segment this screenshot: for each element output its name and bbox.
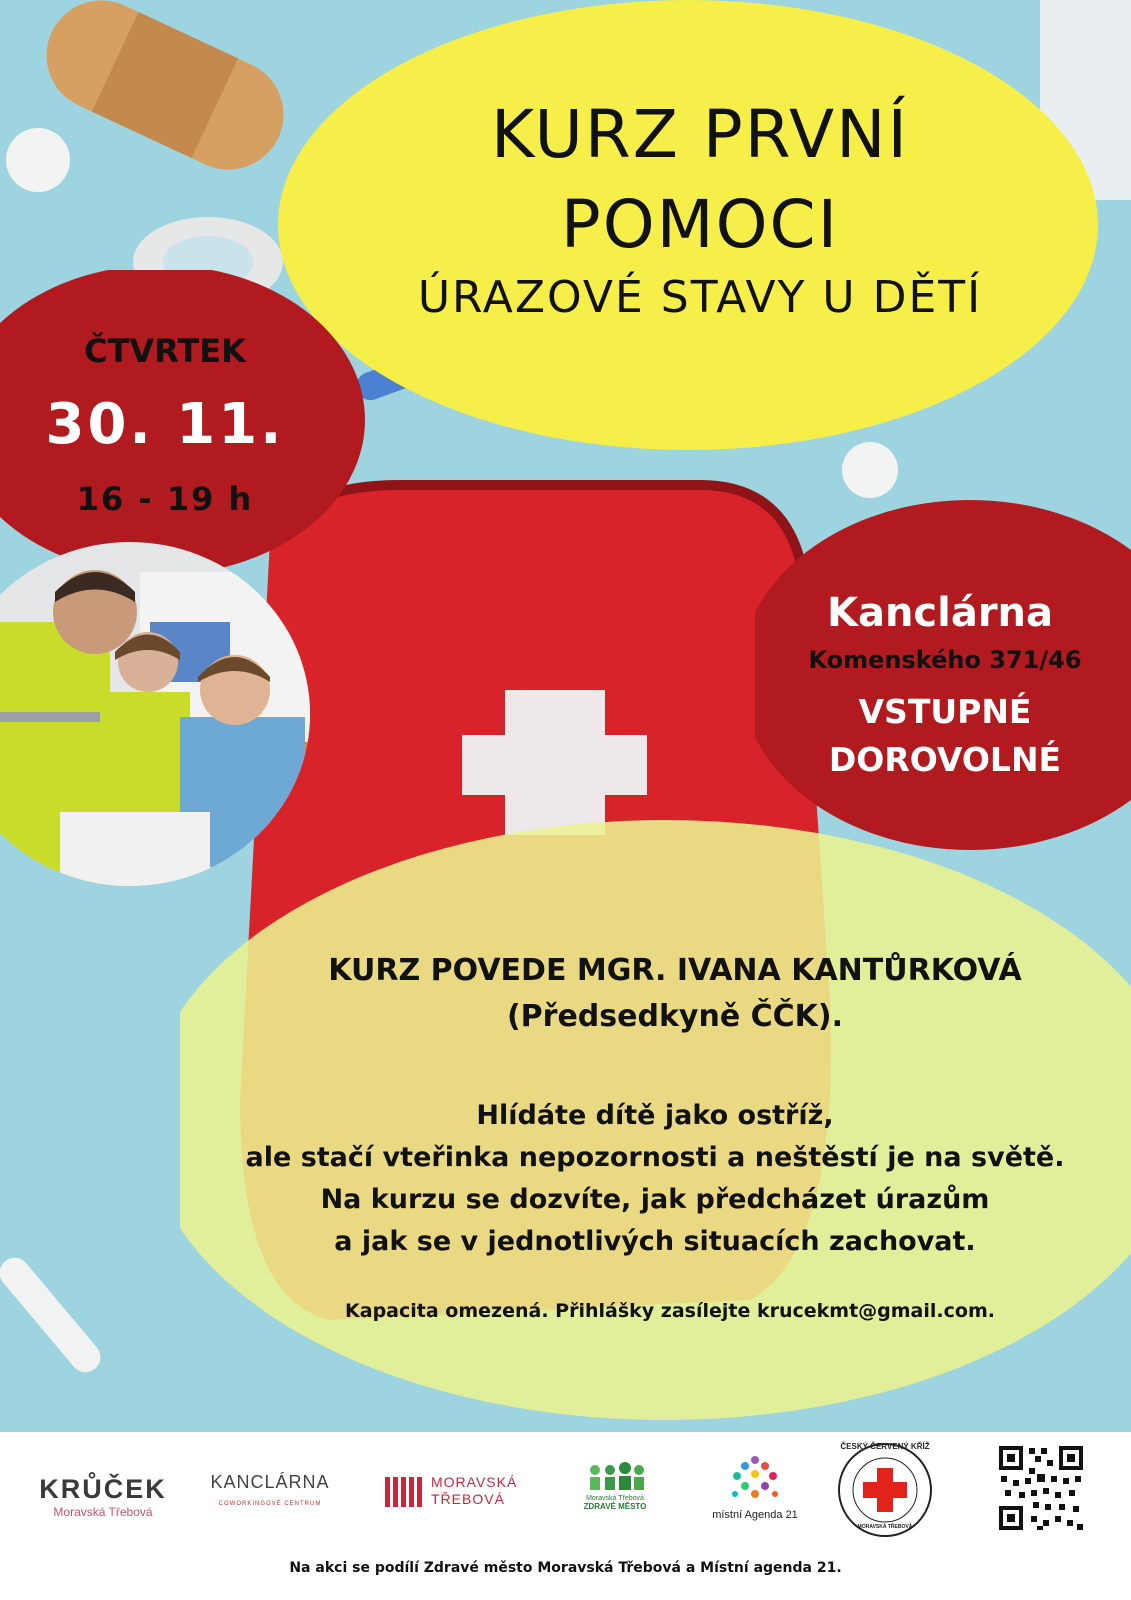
footer (0, 1432, 1131, 1600)
venue-fee-line1: VSTUPNÉ (858, 692, 1032, 731)
cck-logo-sub: MORAVSKÁ TŘEBOVÁ (857, 1524, 913, 1530)
zdrave-logo-line2: ZDRAVÉ MĚSTO (583, 1502, 647, 1511)
agenda-logo-text: místní Agenda 21 (712, 1509, 798, 1521)
footer-note: Na akci se podílí Zdravé město Moravská Třebová a Místní agenda 21. (289, 1560, 842, 1576)
dots-icon (725, 1454, 785, 1504)
red-cross-logo (835, 1440, 935, 1540)
agenda21-logo (700, 1454, 810, 1521)
krucek-logo-sub: Moravská Třebová (53, 1505, 153, 1519)
zdrave-mesto-logo (570, 1462, 660, 1511)
mt-logo-line1: MORAVSKÁ (431, 1474, 518, 1490)
mt-logo-text (431, 1474, 517, 1508)
date-day: 30. 11. (45, 392, 285, 457)
venue-bubble (755, 495, 1131, 855)
krucek-logo (28, 1474, 178, 1519)
zdrave-logo-line1: Moravská Třebová (586, 1495, 644, 1502)
description-block (185, 1095, 1125, 1263)
lecturer-line1: KURZ POVEDE MGR. IVANA KANTŮRKOVÁ (328, 953, 1022, 988)
date-weekday: ČTVRTEK (84, 332, 246, 370)
venue-address: Komenského 371/46 (808, 646, 1082, 674)
venue-name: Kanclárna (826, 590, 1054, 636)
pill-shape (6, 128, 70, 192)
lecturer-line2: (Předsedkyně ČČK). (506, 999, 844, 1034)
title-subtitle: ÚRAZOVÉ STAVY U DĚTÍ (417, 272, 983, 323)
title-block (330, 90, 1070, 270)
kanclarna-logo-sub: COWORKINGOVÉ CENTRUM (218, 1501, 322, 1507)
description-line: Na kurzu se dozvíte, jak předcházet úrazům (320, 1184, 990, 1215)
krucek-logo-name: KRŮČEK (39, 1474, 167, 1504)
description-line: a jak se v jednotlivých situacích zachovat. (334, 1226, 976, 1257)
description-line: Hlídáte dítě jako ostříž, (476, 1100, 834, 1131)
venue-fee-line2: DOROVOLNÉ (828, 740, 1062, 779)
date-time: 16 - 19 h (76, 480, 254, 518)
registration-note: Kapacita omezená. Přihlášky zasílejte krucekmt@gmail.com. (345, 1300, 995, 1322)
kanclarna-logo (205, 1472, 335, 1507)
kanclarna-logo-name: KANCLÁRNA (210, 1472, 330, 1492)
mt-logo-line2: TŘEBOVÁ (431, 1491, 505, 1507)
people-icon (585, 1462, 645, 1490)
cck-logo-text: ČESKÝ ČERVENÝ KŘÍŽ (840, 1442, 930, 1451)
moravska-trebova-logo (383, 1470, 533, 1520)
qr-code-icon[interactable] (997, 1444, 1085, 1532)
description-line: ale stačí vteřinka nepozornosti a neštěstí je na světě. (245, 1142, 1065, 1173)
venue-fee (775, 688, 1115, 784)
title-line1: KURZ PRVNÍ (491, 96, 909, 173)
lecturer-block (255, 948, 1095, 1040)
castle-icon (383, 1472, 435, 1512)
title-line2: POMOCI (560, 186, 840, 263)
